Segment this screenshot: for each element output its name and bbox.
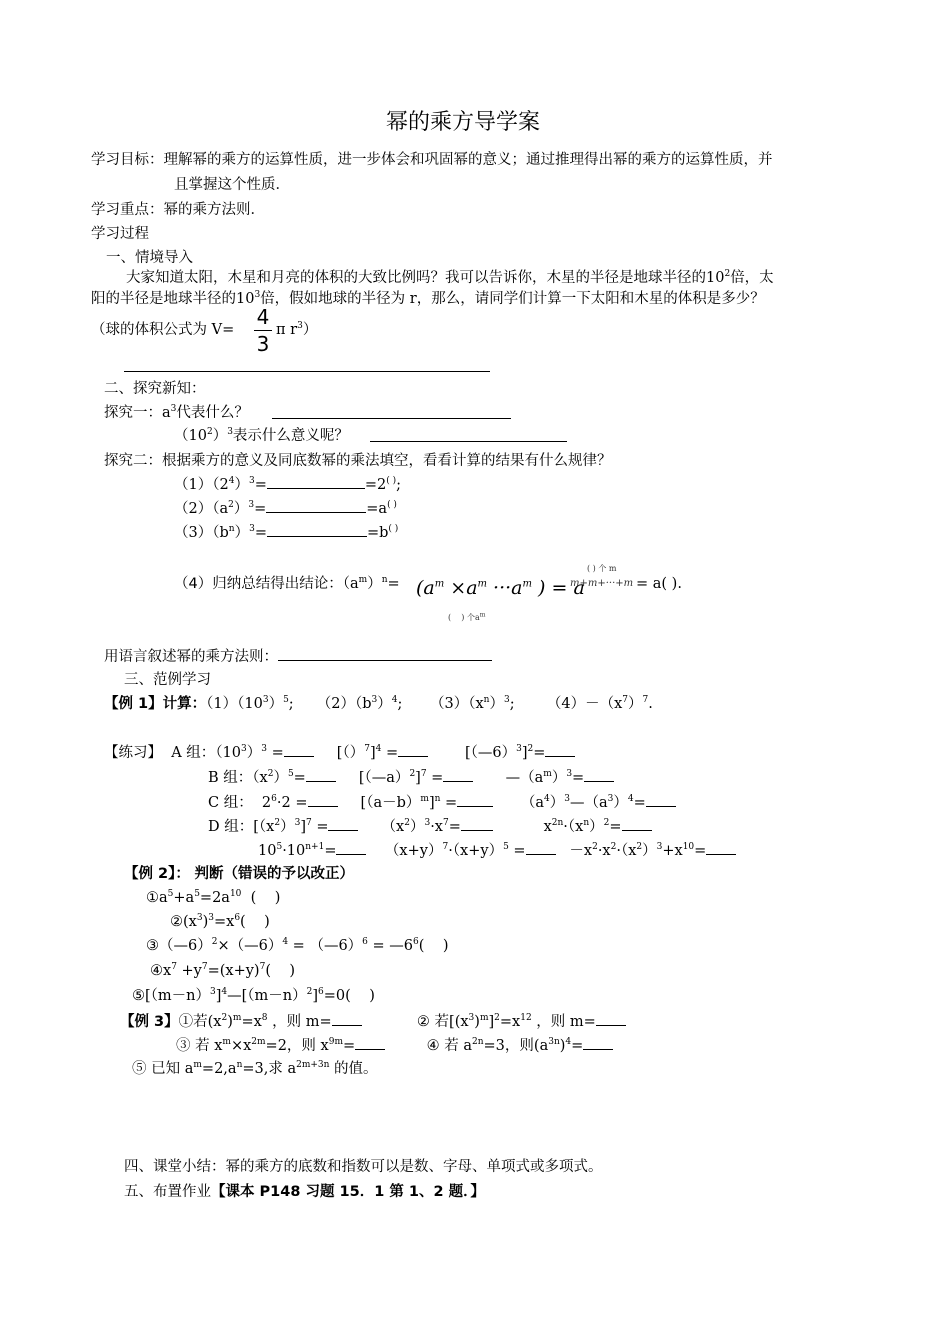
section-5-heading: 五、布置作业 <box>124 1184 211 1200</box>
item-3-num: （3） <box>174 525 213 541</box>
answer-line-e1[interactable] <box>272 418 511 419</box>
blank-b2[interactable] <box>443 767 473 782</box>
blank-d6[interactable] <box>706 840 736 855</box>
explore-1-label: 探究一： <box>104 405 162 421</box>
intro-p1b: 倍，太 <box>730 270 774 286</box>
count-note-bottom: ( ) 个$a^m$ <box>448 611 486 622</box>
judge-4: $④x^7 +y^7=(x+y)^7$( ) <box>150 962 296 979</box>
explore-2-label: 探究二： <box>104 453 162 469</box>
practice-a: 【练习】 A 组：$(10^3)^3$ = $[()^7]^4$ = [（—6）$^3$]$^2$= <box>104 742 575 763</box>
learning-focus <box>91 200 265 220</box>
homework-text: 【课本 P148 习题 15．1 第 1、2 题．】 <box>211 1184 485 1200</box>
rule-statement <box>104 646 492 667</box>
blank-a3[interactable] <box>545 742 575 757</box>
blank-item2[interactable] <box>266 498 366 513</box>
item-1-num: （1） <box>174 477 213 493</box>
judge-5: $⑤[(m-n)^3]^4—[(m-n)^2]^6=0$( ) <box>132 987 375 1004</box>
blank-c1[interactable] <box>308 792 338 807</box>
group-c: C 组： <box>208 795 253 811</box>
section-2-heading: 二、探究新知： <box>104 381 206 397</box>
explore-1b: $(10^2)^3$表示什么意义呢？ <box>174 427 349 444</box>
fraction-bar <box>254 330 272 331</box>
blank-ex3-3[interactable] <box>355 1035 385 1050</box>
blank-ex3-2[interactable] <box>596 1011 626 1026</box>
explore-item-1: $(1)(2^4)^3= =2^{( )}$; <box>174 474 401 495</box>
judge-2: $②(x^3)^3=x^6$( ) <box>170 913 270 930</box>
blank-d5[interactable] <box>526 840 556 855</box>
blank-d4[interactable] <box>336 840 366 855</box>
blank-item3[interactable] <box>267 522 367 537</box>
blank-c3[interactable] <box>646 792 676 807</box>
rule-label: 用语言叙述幂的乘方法则： <box>104 649 278 665</box>
example-3-label: 【例 3】 <box>120 1014 179 1030</box>
summary <box>124 1157 603 1177</box>
explore-2-text: 根据乘方的意义及同底数幂的乘法填空，看看计算的结果有什么规律？ <box>162 453 612 469</box>
blank-item1[interactable] <box>267 474 365 489</box>
summary-text: 幂的乘方的底数和指数可以是数、字母、单项式或多项式。 <box>225 1159 603 1175</box>
blank-ex3-1[interactable] <box>332 1011 362 1026</box>
intro-para-line1: 大家知道太阳，木星和月亮的体积的大致比例吗？我可以告诉你，木星的半径是地球半径的$10^2$倍，太 <box>126 269 774 286</box>
sphere-formula-pre: （球的体积公式为 V= <box>91 322 235 338</box>
blank-rule[interactable] <box>278 646 492 661</box>
learning-goal-cont: 且掌握这个性质． <box>174 177 290 193</box>
power-expansion: ($a^m \times a^m \cdot\cdot\cdot a^m$ ) = a <box>416 577 585 599</box>
explore-1b-question: 表示什么意义呢？ <box>232 428 349 444</box>
example-3-row2: ③ 若 $x^m\times x^{2m}=2$，则 $x^{9m}=$ ④ 若 $a^{2n}=3$，则$(a^{3n})^4=$ <box>176 1035 613 1056</box>
practice-label: 【练习】 <box>104 745 162 761</box>
example-2 <box>124 864 354 884</box>
intro-p1a: 大家知道太阳，木星和月亮的体积的大致比例吗？我可以告诉你，木星的半径是地球半径的 <box>126 270 706 286</box>
practice-c: C 组： $2^6\cdot 2$ = $[(a-b)^m]^n$ = $(a^4)^3—(a^3)^4=$ <box>208 792 676 813</box>
explore-item-2: $(2)(a^2)^3= =a^{( )}$ <box>174 498 397 519</box>
learning-goal <box>91 150 773 170</box>
goal-label: 学习目标： <box>91 152 164 168</box>
goal-text: 理解幂的乘方的运算性质，进一步体会和巩固幂的意义；通过推理得出幂的乘方的运算性质，并 <box>163 152 773 168</box>
item-4-label: （4）归纳总结得出结论： <box>174 576 343 592</box>
answer-line-volume[interactable] <box>124 371 490 372</box>
explore-item-4: （4）归纳总结得出结论：$(a^m)^n=$ <box>174 575 400 592</box>
judge-1: $①a^5+a^5=2a^{10}$ ( ) <box>146 889 281 906</box>
intro-p2a: 阳的半径是地球半径的 <box>91 291 236 307</box>
blank-d2[interactable] <box>461 816 493 831</box>
item-4-result: = a( ). <box>636 576 682 592</box>
homework <box>124 1182 485 1202</box>
fraction-numerator: 4 <box>256 305 270 329</box>
explore-1: 探究一：$a^3$代表什么？ <box>104 404 249 421</box>
blank-d1[interactable] <box>328 816 358 831</box>
answer-line-e1b[interactable] <box>370 441 567 442</box>
count-note-top: ( ) 个 m <box>587 564 617 573</box>
blank-b1[interactable] <box>306 767 336 782</box>
group-a: A 组： <box>171 745 216 761</box>
practice-b: B 组：$(x^2)^5=$ [（—a）$^2$]$^7$ = $—(a^m)^3=$ <box>208 767 614 788</box>
example-1-label: 【例 1】计算： <box>104 696 207 712</box>
blank-c2[interactable] <box>457 792 493 807</box>
section-1-heading: 一、情境导入 <box>106 250 193 266</box>
practice-d2: $10^5\cdot 10^{n+1}=$ $(x+y)^7\cdot(x+y)^5 = -x^2\cdot x^2\cdot(x^2)^3+x^{10}=$ <box>258 840 736 861</box>
page-title: 幂的乘方导学案 <box>386 110 541 135</box>
group-b: B 组： <box>208 770 253 786</box>
blank-d3[interactable] <box>622 816 652 831</box>
example-2-title: 判断（错误的予以改正） <box>194 866 354 882</box>
section-4-heading: 四、课堂小结： <box>124 1159 226 1175</box>
practice-d: D 组：$[(x^2)^3]^7$ = $(x^2)^3\cdot x^7=$ $x^{2n}\cdot(x^n)^2=$ <box>208 816 652 837</box>
focus-text: 幂的乘方法则． <box>163 202 265 218</box>
exponent-sum: m+m+···+m <box>570 578 634 589</box>
blank-ex3-4[interactable] <box>583 1035 613 1050</box>
learning-process: 学习过程 <box>91 226 149 242</box>
blank-a2[interactable] <box>398 742 428 757</box>
explore-2 <box>104 451 612 471</box>
blank-a1[interactable] <box>284 742 314 757</box>
example-2-label: 【例 2】： <box>124 866 190 882</box>
intro-para-line2: 阳的半径是地球半径的$10^3$倍，假如地球的半径为 r，那么，请同学们计算一下太阳和木星的体积是多少？ <box>91 290 765 307</box>
group-d: D 组： <box>208 819 254 835</box>
intro-p2b: 倍，假如地球的半径为 r，那么，请同学们计算一下太阳和木星的体积是多少？ <box>260 291 765 307</box>
example-3-row1: 【例 3】①若$(x^2)^m=x^8$ ，则 m= ② 若$[(x^3)^m]^2=x^{12}$ ，则 m= <box>120 1011 626 1032</box>
explore-item-3: $(3)(b^n)^3= =b^{( )}$ <box>174 522 398 543</box>
sphere-formula-post: π $r^3$） <box>276 321 318 338</box>
explore-1-question: 代表什么？ <box>176 405 249 421</box>
blank-b3[interactable] <box>584 767 614 782</box>
fraction-denominator: 3 <box>256 332 270 356</box>
section-3-heading: 三、范例学习 <box>124 672 211 688</box>
formula-end: ） <box>302 322 318 338</box>
pi-r: π r <box>276 322 298 338</box>
focus-label: 学习重点： <box>91 202 164 218</box>
judge-3: ③（—6）$^2$×（—6）$^4$ = （—6）$^6$ = $—6^6$( ) <box>146 937 449 954</box>
example-1: 【例 1】计算：$(1)(10^3)^5$; $(2)(b^3)^4$; $(3)(x^n)^3$; $(4)-(x^7)^7$. <box>104 695 653 712</box>
example-3-row3: ⑤ 已知 $a^m=2,a^n=3$,求 $a^{2m+3n}$ 的值。 <box>132 1060 378 1077</box>
item-2-num: （2） <box>174 501 213 517</box>
